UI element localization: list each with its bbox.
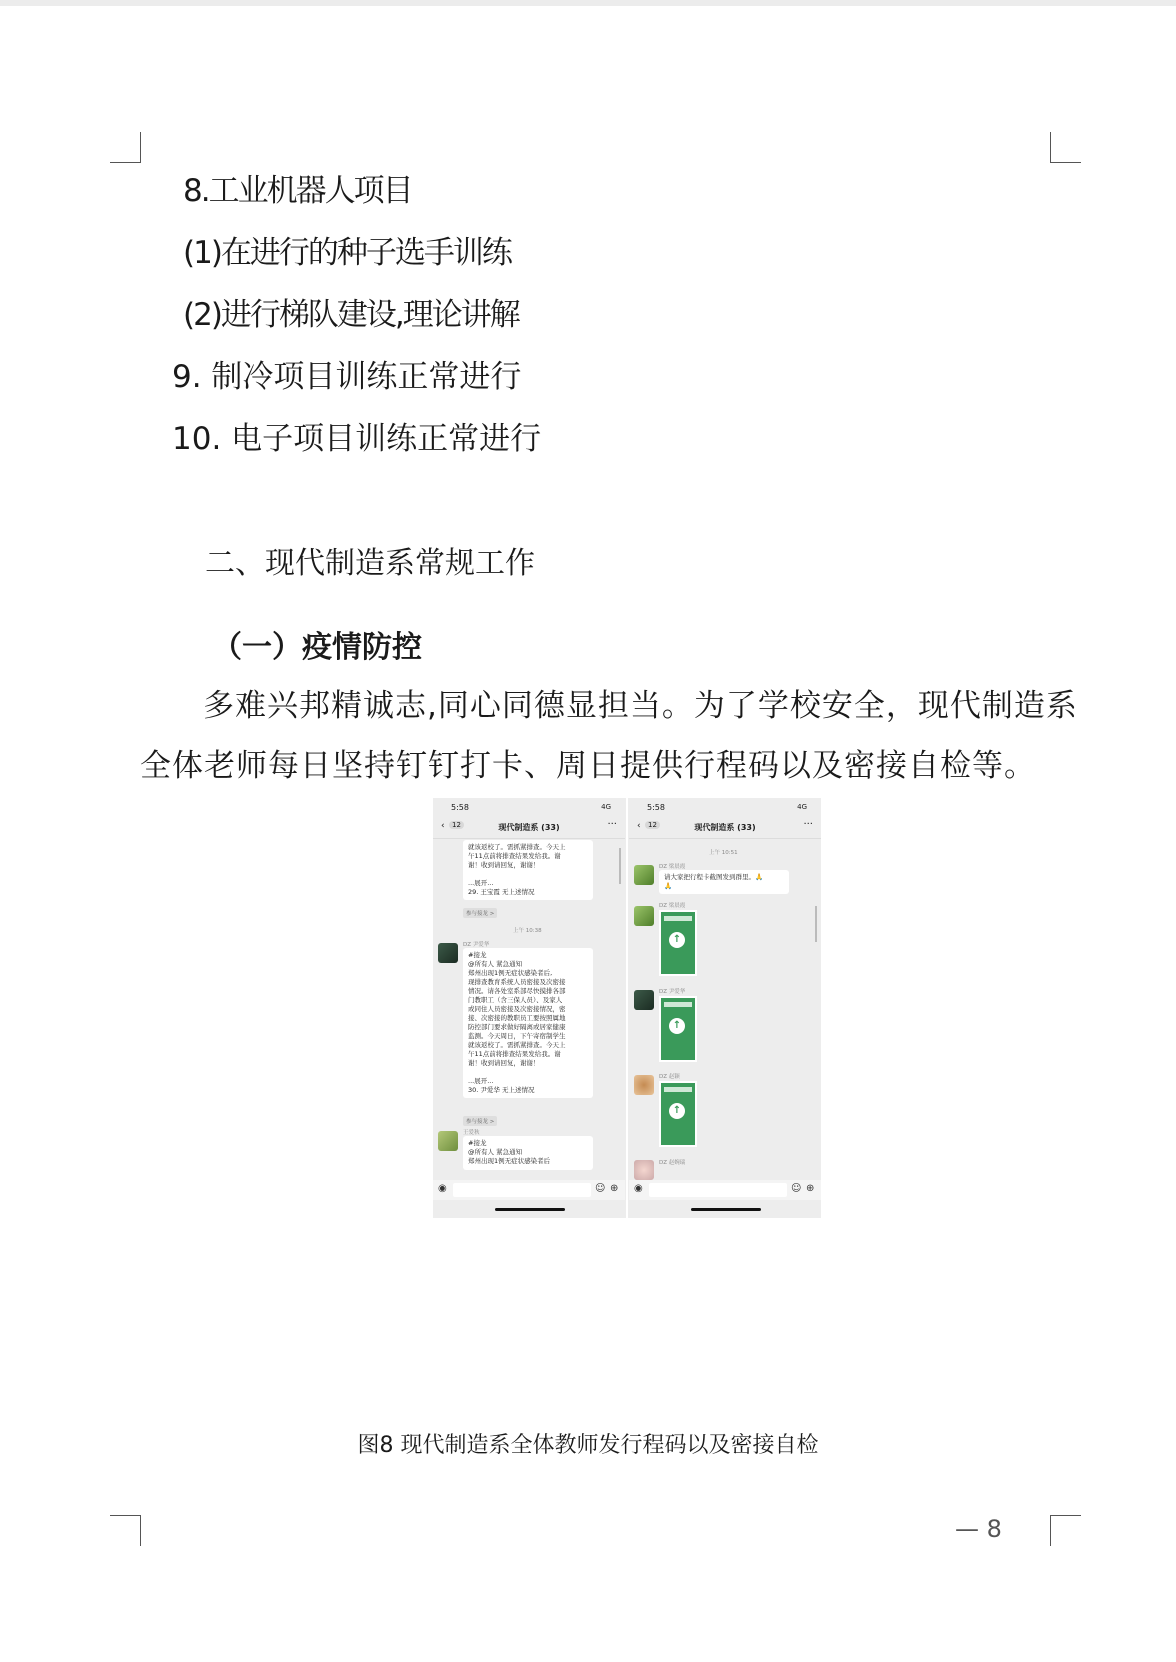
chat-title: 现代制造系 (33) [498, 823, 560, 832]
join-chain-link[interactable]: 参与接龙 > [463, 1116, 497, 1126]
chat-message: 请大家把行程卡截图发到群里。🙏 🙏 [659, 870, 789, 894]
join-chain-link[interactable]: 参与接龙 > [463, 908, 497, 918]
chat-message: #接龙 @所有人 紧急通知 郑州出现1例无症状感染者后 [463, 1136, 593, 1170]
list-item: 8.工业机器人项目 [183, 173, 412, 209]
chat-navbar [629, 816, 821, 839]
avatar [634, 990, 654, 1010]
message-timestamp: 上午 10:38 [513, 928, 542, 934]
scrollbar[interactable] [619, 848, 621, 884]
sender-name: DZ 赵颖 [659, 1074, 680, 1080]
crop-mark-top-right [1050, 132, 1081, 163]
plus-icon[interactable]: ⊕ [610, 1183, 619, 1194]
page-number: — 8 [955, 1515, 1002, 1543]
status-bar [629, 798, 821, 816]
list-item: 10. 电子项目训练正常进行 [172, 421, 542, 457]
avatar [634, 1160, 654, 1180]
message-input[interactable] [649, 1183, 787, 1197]
page-top-strip [0, 0, 1176, 6]
travel-code-image[interactable]: ↑ [659, 996, 697, 1062]
list-item: 9. 制冷项目训练正常进行 [172, 359, 522, 395]
more-icon[interactable]: ··· [607, 819, 617, 830]
status-time: 5:58 [451, 803, 469, 812]
avatar [634, 1075, 654, 1095]
voice-icon[interactable]: ◉ [634, 1183, 643, 1194]
emoji-icon[interactable]: ☺ [595, 1183, 606, 1194]
status-time: 5:58 [647, 803, 665, 812]
chat-message: #接龙 @所有人 紧急通知 郑州出现1例无症状感染者后, 现排查教育系统人员密接及次密接 情况。请各处室系部尽快摸排各部 门教职工（含三保人员）、及家人 或同住人员密接及次密接情况，密 接、次密接的教职员工要按照属地 防控部门要求做好隔离或居家健康 监测。今天周日，下午寄宿制学生 就该返校了。需抓紧排查。今天上 午11点前将排查结果发给我。谢 谢！收到请回复，谢谢！ ...展开... 30. 尹爱华 无上述情况 [463, 948, 593, 1098]
more-icon[interactable]: ··· [803, 819, 813, 830]
unread-badge: 12 [645, 821, 660, 829]
scrollbar[interactable] [815, 906, 817, 942]
crop-mark-top-left [110, 132, 141, 163]
list-item: (1)在进行的种子选手训练 [183, 235, 511, 271]
chat-screenshot-left [433, 798, 625, 1218]
paragraph-line: 多难兴邦精诚志,同心同德显担当。为了学校安全，现代制造系 [203, 688, 1078, 724]
chat-input-bar [629, 1180, 821, 1200]
unread-badge: 12 [449, 821, 464, 829]
crop-mark-bottom-left [110, 1515, 141, 1546]
sender-name: DZ 梁晨霞 [659, 864, 686, 870]
voice-icon[interactable]: ◉ [438, 1183, 447, 1194]
chat-title: 现代制造系 (33) [694, 823, 756, 832]
sender-name: 王爱秋 [463, 1130, 480, 1136]
subsection-heading: （一）疫情防控 [212, 630, 422, 665]
avatar [634, 865, 654, 885]
signal-indicator: 4G [797, 803, 807, 811]
paragraph-line: 全体老师每日坚持钉钉打卡、周日提供行程码以及密接自检等。 [140, 748, 1036, 784]
chat-message: 就该返校了。需抓紧排查。今天上 午11点前将排查结果发给我。谢 谢！收到请回复，谢谢！ ...展开... 29. 王宝霞 无上述情况 [463, 840, 593, 900]
travel-code-image[interactable]: ↑ [659, 910, 697, 976]
message-input[interactable] [453, 1183, 591, 1197]
sender-name: DZ 尹爱华 [659, 989, 686, 995]
sender-name: DZ 梁晨霞 [659, 903, 686, 909]
plus-icon[interactable]: ⊕ [806, 1183, 815, 1194]
sender-name: DZ 赵婉瑞 [659, 1160, 686, 1166]
avatar [438, 1131, 458, 1151]
divider [626, 798, 628, 1218]
status-bar [433, 798, 625, 816]
back-chevron-icon[interactable]: ‹ [441, 821, 445, 831]
chat-input-bar [433, 1180, 625, 1200]
home-indicator [691, 1208, 761, 1211]
crop-mark-bottom-right [1050, 1515, 1081, 1546]
travel-code-image[interactable]: ↑ [659, 1081, 697, 1147]
chat-navbar [433, 816, 625, 839]
back-chevron-icon[interactable]: ‹ [637, 821, 641, 831]
list-item: (2)进行梯队建设,理论讲解 [183, 297, 519, 333]
chat-screenshot-right [629, 798, 821, 1218]
chat-screenshot-figure [433, 798, 821, 1218]
avatar [438, 943, 458, 963]
emoji-icon[interactable]: ☺ [791, 1183, 802, 1194]
section-heading: 二、现代制造系常规工作 [205, 546, 535, 581]
avatar [634, 906, 654, 926]
sender-name: DZ 尹爱华 [463, 942, 490, 948]
figure-caption: 图8 现代制造系全体教师发行程码以及密接自检 [357, 1433, 819, 1458]
signal-indicator: 4G [601, 803, 611, 811]
message-timestamp: 上午 10:51 [709, 850, 738, 856]
home-indicator [495, 1208, 565, 1211]
